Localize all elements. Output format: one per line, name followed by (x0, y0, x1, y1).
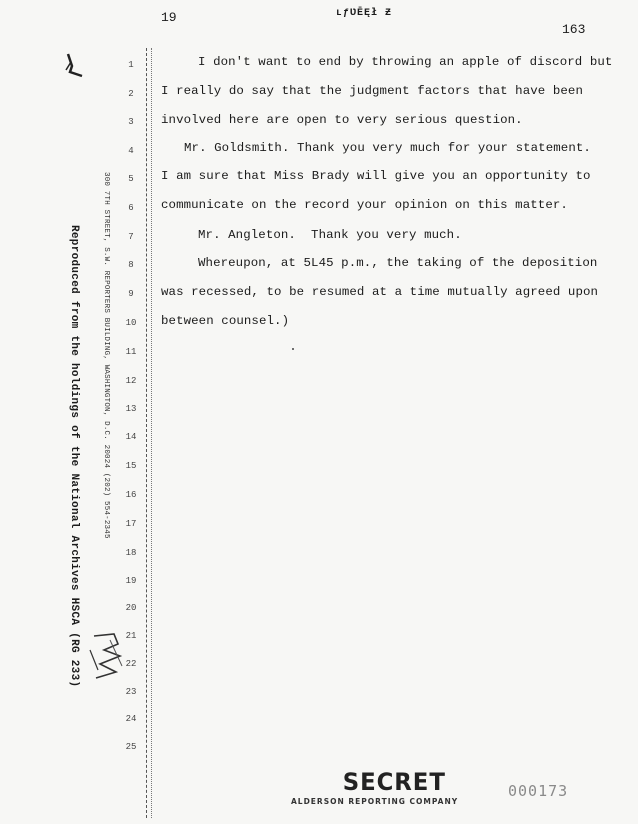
line-number: 4 (128, 146, 134, 156)
page-number: 163 (562, 22, 586, 37)
line-number: 3 (128, 117, 134, 127)
line-number: 19 (125, 576, 137, 586)
line-number: 22 (125, 659, 137, 669)
margin-rule (146, 48, 147, 818)
transcript-line: was recessed, to be resumed at a time mutually agreed upon (161, 285, 599, 299)
transcript-line: communicate on the record your opinion on this matter. (161, 198, 568, 212)
line-number: 5 (128, 174, 134, 184)
transcript-line: Whereupon, at 5L45 p.m., the taking of the deposition (198, 256, 598, 270)
transcript-line: I really do say that the judgment factors that have been (161, 84, 583, 98)
line-number: 14 (125, 432, 137, 442)
transcript-line: I don't want to end by throwing an apple of discord but (198, 55, 613, 69)
transcript-line: I am sure that Miss Brady will give you an opportunity to (161, 169, 591, 183)
transcript-line: Mr. Angleton. Thank you very much. (198, 228, 462, 242)
document-number: 000173 (508, 782, 569, 800)
reproduced-notice: Reproduced from the holdings of the National Archives HSCA (RG 233) (68, 225, 80, 688)
line-number: 17 (125, 519, 137, 529)
line-number: 16 (125, 490, 137, 500)
header-left-number: 19 (161, 10, 177, 25)
line-number: 6 (128, 203, 134, 213)
line-number: 23 (125, 687, 137, 697)
line-number: 18 (125, 548, 137, 558)
margin-rule-inner (151, 48, 152, 818)
line-number: 13 (125, 404, 137, 414)
line-number: 10 (125, 318, 137, 328)
line-number: 9 (128, 289, 134, 299)
line-number: 8 (128, 260, 134, 270)
stray-mark (292, 348, 294, 350)
reporter-address: 300 7TH STREET, S.W. REPORTERS BUILDING, WASHINGTON, D.C. 20024 (202) 554-2345 (102, 172, 110, 539)
line-number: 12 (125, 376, 137, 386)
classification-stamp: SECRET (342, 768, 446, 796)
line-number: 25 (125, 742, 137, 752)
line-number: 11 (125, 347, 137, 357)
line-number: 1 (128, 60, 134, 70)
line-number: 7 (128, 232, 134, 242)
pen-mark-icon (62, 52, 92, 87)
line-number: 15 (125, 461, 137, 471)
header-center-mark: ʟƒƲĒĘł Ƶ (336, 8, 393, 19)
reporting-company: ALDERSON REPORTING COMPANY (291, 797, 459, 806)
line-number: 24 (125, 714, 137, 724)
transcript-line: involved here are open to very serious question. (161, 113, 523, 127)
line-number: 21 (125, 631, 137, 641)
line-number: 20 (125, 603, 137, 613)
line-number: 2 (128, 89, 134, 99)
transcript-line: between counsel.) (161, 314, 290, 328)
transcript-line: Mr. Goldsmith. Thank you very much for your statement. (184, 141, 591, 155)
